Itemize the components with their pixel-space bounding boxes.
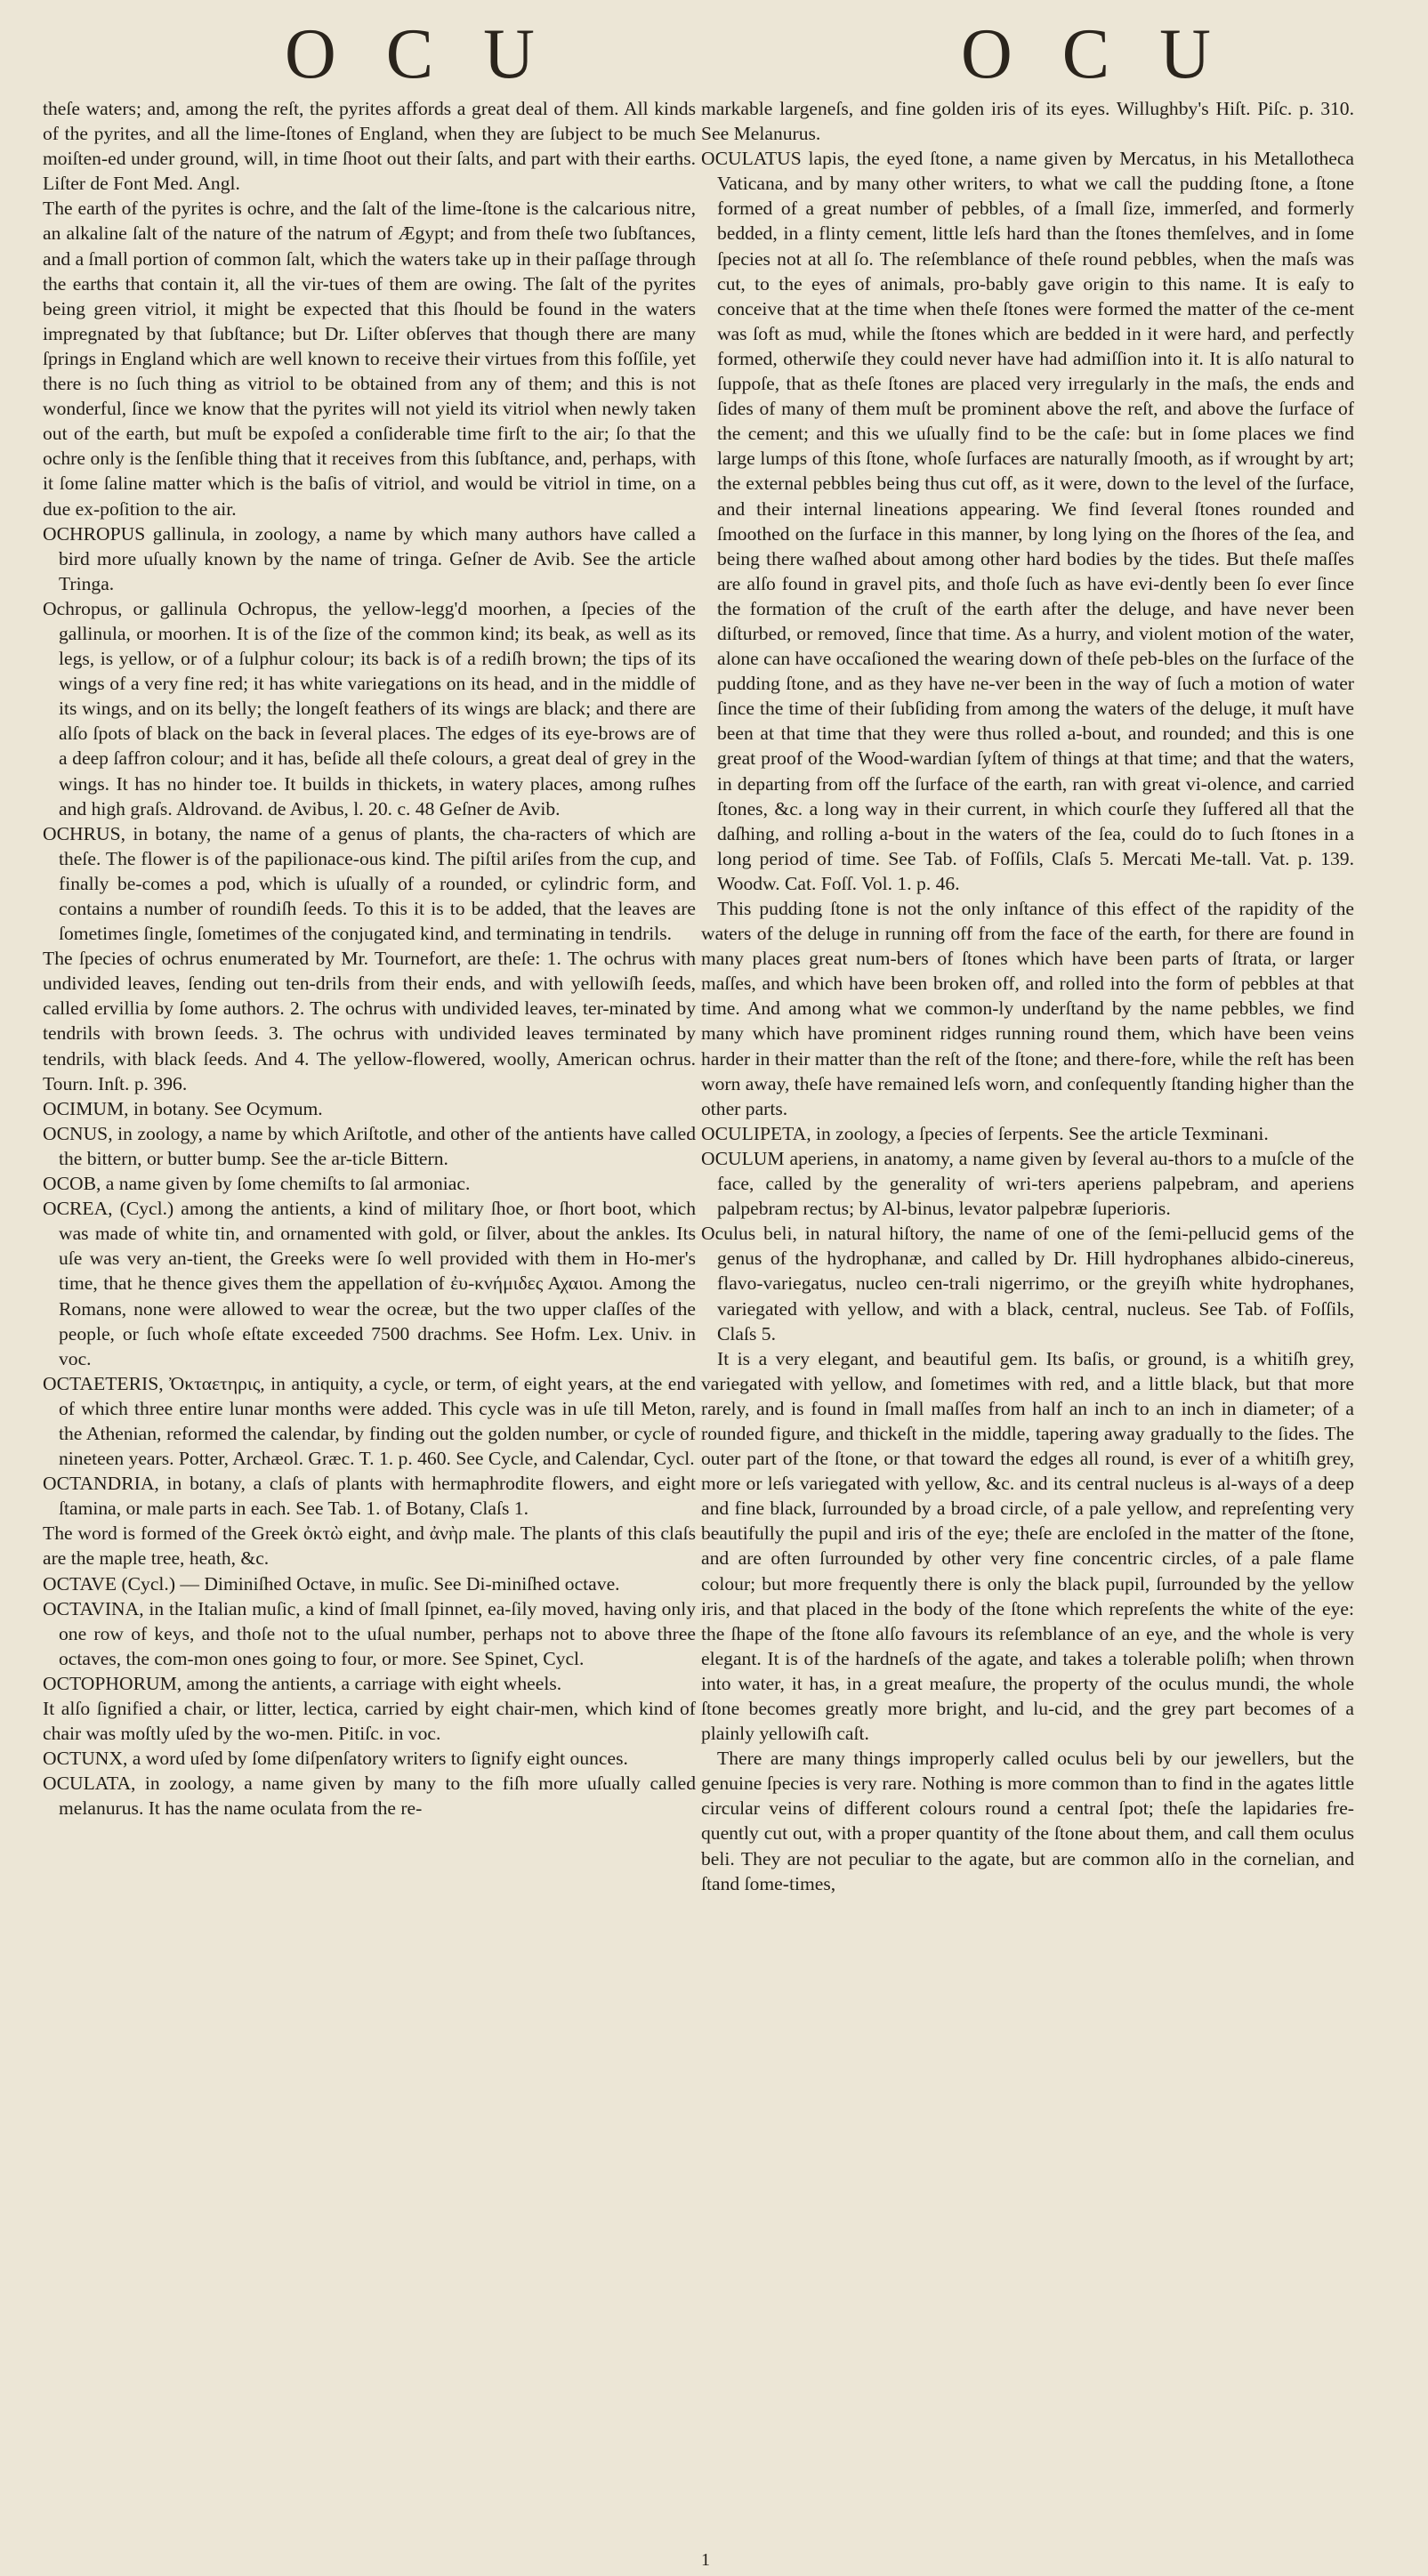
dictionary-entry: OCREA, (Cycl.) among the antients, a kind of military ſhoe, or ſhort boot, which was made of white tin, and ornamented with gold, or ſilver, about the ankles. Its uſe was very an-tient, the Greeks were ſo well provided with them in Ho-mer's time, that he thence gives them the appellation of ἐυ-κνήμιδες Αχαιοι. Among the Romans, none were allowed to wear the ocreæ, but the two upper claſſes of the people, or ſuch whoſe eſtate exceeded 7500 drachms. See Hofm. Lex. Univ. in voc. (43, 1198, 696, 1369)
folio-mark: 1 (701, 2550, 710, 2570)
dictionary-entry: OCHRUS, in botany, the name of a genus of plants, the cha-racters of which are theſe. The flower is of the papilionace-ous kind. The piſtil ariſes from the cup, and finally be-comes a pod, which is uſually of a rounded, or cylindric form, and contains a number of roundiſh ſeeds. To this it is to be added, that the leaves are ſometimes ſingle, ſometimes of the conjugated kind, and terminating in tendrils. (43, 822, 696, 945)
paragraph: There are many things improperly called oculus beli by our jewellers, but the genuine ſpecies is very rare. Nothing is more common than to find in the agates little circular veins of different colours round a central ſpot; theſe the lapidaries fre-quently cut out, with a proper quantity of the ſtone about them, and call them oculus beli. They are not peculiar to the agate, but are common alſo in the cornelian, and ſtand ſome-times, (701, 1748, 1354, 1894)
dictionary-entry: OCTAETERIS, Ὀκταετηρις, in antiquity, a cycle, or term, of eight years, at the end of which three entire lunar months were added. This cycle was in uſe till Meton, the Athenian, reformed the calendar, by finding out the golden number, or cycle of nineteen years. Potter, Archæol. Græc. T. 1. p. 460. See Cycle, and Calendar, Cycl. (43, 1372, 696, 1470)
dictionary-entry: Ochropus, or gallinula Ochropus, the yellow-legg'd moorhen, a ſpecies of the gallinula, or moorhen. It is of the ſize of the common kind; its beak, as well as its legs, is yellow, or of a ſulphur colour; its back is of a rediſh brown; the tips of its wings of a very fine red; it has white variegations on its head, and in the middle of its wings, and on its belly; the longeſt feathers of its wings are black; and there are alſo ſpots of black on the back in ſeveral places. The edges of its eye-brows are of a deep ſaffron colour; and it has, beſide all theſe colours, a great deal of grey in the wings. It has no hinder toe. It builds in thickets, in watery places, among ruſhes and high graſs. Aldrovand. de Avibus, l. 20. c. 48 Geſner de Avib. (43, 597, 696, 820)
paragraph: The ſpecies of ochrus enumerated by Mr. Tournefort, are theſe: 1. The ochrus with undivided leaves, ſending out ten-drils from their ends, and with yellowiſh ſeeds, called ervillia by ſome authors. 2. The ochrus with undivided leaves, ter-minated by tendrils with brown ſeeds. 3. The ochrus with undivided leaves terminated by tendrils, with black ſeeds. And 4. The yellow-flowered, woolly, American ochrus. Tourn. Inſt. p. 396. (43, 948, 696, 1094)
dictionary-entry: OCTUNX, a word uſed by ſome diſpenſatory writers to ſignify eight ounces. (43, 1748, 628, 1770)
dictionary-entry: OCNUS, in zoology, a name by which Ariſtotle, and other of the antients have called the bittern, or butter bump. See the ar-ticle Bittern. (43, 1122, 696, 1169)
dictionary-entry: OCULATUS lapis, the eyed ſtone, a name given by Mercatus, in his Metallotheca Vaticana, and by many other writers, to what we call the pudding ſtone, a ſtone formed of a great number of pebbles, of a ſmall ſize, immerſed, and formerly bedded, in a flinty cement, little leſs hard than the ſtones themſelves, and in ſome ſpecies not at all ſo. The reſemblance of theſe round pebbles, when the maſs was cut, to the eyes of animals, pro-bably gave origin to this name. It is eaſy to conceive that at the time when theſe ſtones were formed the matter of the ce-ment was ſoft as mud, while the ſtones which are bedded in it were hard, and perfectly formed, otherwiſe they could never have had admiſſion into it. It is alſo natural to ſuppoſe, that as theſe ſtones are placed very irregularly in the maſs, the ends and ſides of many of them muſt be prominent above the reſt, and above the ſurface of the cement; and this we uſually find to be the caſe: but in ſome places we find large lumps of this ſtone, whoſe ſurfaces are naturally ſmooth, as if wrought by art; the external pebbles being thus cut off, as it were, down to the level of the ſurface, and their internal lineations appearing. We find ſeveral ſtones rounded and ſmoothed on the ſurface in this manner, by long lying on the ſhores of the ſea, and being there waſhed about among other hard bodies by the tides. But theſe maſſes are alſo found in gravel pits, and thoſe ſuch as have evi-dently been ſo ever ſince the formation of the cruſt of the earth after the deluge, and have never been diſturbed, or removed, ſince that time. As a hurry, and violent motion of the water, alone can have occaſioned the wearing down of theſe peb-bles on the ſurface of the pudding ſtone, and as they have ne-ver been in the way of ſuch a motion of water ſince the time of their ſubſiding from among the waters of the deluge, it muſt have been at that time that they were thus rolled a-bout, and rounded; and this is one great proof of the Wood-wardian ſyſtem of things at that time; and that the waters, in departing from off the ſurface of the earth, ran with great vi-olence, and carried ſtones, &c. a long way in their current, in which courſe they ſuffered all that the daſhing, and rolling a-bout in the waters of the ſea, could do to ſuch ſtones in a long period of time. See Tab. of Foſſils, Claſs 5. Mercati Me-tall. Vat. p. 139. Woodw. Cat. Foſſ. Vol. 1. p. 46. (701, 148, 1354, 894)
paragraph: theſe waters; and, among the reſt, the pyrites affords a great deal of them. All kinds of the pyrites, and all the lime-ſtones of England, when they are ſubject to be much moiſten-ed under ground, will, in time ſhoot out their ſalts, and part with their earths. Liſter de Font Med. Angl. (43, 98, 696, 195)
dictionary-entry: OCTOPHORUM, among the antients, a carriage with eight wheels. (43, 1672, 562, 1694)
dictionary-entry: OCTAVE (Cycl.) — Diminiſhed Octave, in muſic. See Di-miniſhed octave. (43, 1572, 620, 1595)
dictionary-entry: OCIMUM, in botany. See Ocymum. (43, 1097, 323, 1119)
dictionary-entry: OCULUM aperiens, in anatomy, a name given by ſeveral au-thors to a muſcle of the face, called by the generality of wri-ters aperiens palpebram, and aperiens palpebram rectus; by Al-binus, levator palpebræ ſuperioris. (701, 1147, 1354, 1220)
running-head-right: O C U (961, 15, 1227, 93)
running-head-left: O C U (285, 15, 551, 93)
right-column (701, 96, 1354, 1896)
dictionary-entry: OCTANDRIA, in botany, a claſs of plants with hermaphrodite flowers, and eight ſtamina, or male parts in each. See Tab. 1. of Botany, Claſs 1. (43, 1473, 696, 1520)
left-column (43, 96, 696, 1821)
dictionary-entry: OCOB, a name given by ſome chemiſts to ſal armoniac. (43, 1173, 471, 1195)
paragraph: It is a very elegant, and beautiful gem. Its baſis, or ground, is a whitiſh grey, variegated with yellow, and ſometimes with red, and a little black, but that more rarely, and is found in ſmall maſſes from half an inch to an inch in diameter; of a rounded figure, and thickeſt in the middle, tapering away gradually to the ſides. The outer part of the ſtone, or that toward the edges all round, is ever of a whitiſh grey, more or leſs variegated with yellow, &c. and its central nucleus is al-ways of a deep and fine black, ſurrounded by a broad circle, of a pale yellow, and repreſenting very beautifully the pupil and iris of the eye; theſe are encloſed in the matter of the ſtone, and are often ſurrounded by other very fine concentric circles, of a pale flame colour; but more frequently there is only the black pupil, ſurrounded by the yellow iris, and that placed in the body of the ſtone which repreſents the white of the eye: the ſhape of the ſtone alſo favours its reſemblance of an eye, and the whole is very elegant. It is of the hardneſs of the agate, and takes a tolerable poliſh; when thrown into water, it has, in a great meaſure, the property of the oculus mundi, the whole ſtone becomes greatly more bright, and lu-cid, and the grey part becomes of a plainly yellowiſh caſt. (701, 1347, 1354, 1745)
paragraph: markable largeneſs, and fine golden iris of its eyes. Willughby's Hiſt. Piſc. p. 310. See Melanurus. (701, 98, 1354, 145)
paragraph: The earth of the pyrites is ochre, and the ſalt of the lime-ſtone is the calcarious nitre, an alkaline ſalt of the nature of the natrum of Ægypt; and from theſe two ſubſtances, and a ſmall portion of common ſalt, which the waters take up in their paſſage through the earths that contain it, all the vir-tues of them are owing. The ſalt of the pyrites being green vitriol, it might be expected that this ſhould be found in the waters impregnated by that ſubſtance; but Dr. Liſter obſerves that though there are many ſprings in England which are well known to receive their virtues from this foſſile, yet there is no ſuch thing as vitriol to be obtained from any of them; and this is not wonderful, ſince we know that the pyrites will not yield its vitriol when newly taken out of the earth, but muſt be expoſed a conſiderable time firſt to the air; ſo that the ochre only is the ſenſible thing that it receives from this ſubſtance, and, perhaps, with it ſome ſaline matter which is the baſis of vitriol, and would be vitriol in time, on a due ex-poſition to the air. (43, 198, 696, 520)
dictionary-entry: OCHROPUS gallinula, in zoology, a name by which many authors have called a bird more uſually known by the name of tringa. Geſner de Avib. See the article Tringa. (43, 522, 696, 594)
paragraph: This pudding ſtone is not the only inſtance of this effect of the rapidity of the waters of the deluge in running off from the face of the earth, for there are found in many places great num-bers of ſtones which have been parts of ſtrata, or larger maſſes, and which have been broken off, and rolled into the form of pebbles at that time. And among what we common-ly underſtand by the name pebbles, we find many which have prominent ridges running round them, which have been veins harder in their matter than the reſt of the ſtone; and there-fore, while the reſt has been worn away, theſe have remained leſs worn, and conſequently ſtanding higher than the other parts. (701, 898, 1354, 1119)
dictionary-entry: OCULIPETA, in zoology, a ſpecies of ſerpents. See the article Texminani. (701, 1122, 1269, 1144)
dictionary-entry: OCTAVINA, in the Italian muſic, a kind of ſmall ſpinnet, ea-ſily moved, having only one row of keys, and thoſe not to the uſual number, perhaps not to above three octaves, the com-mon ones going to four, or more. See Spinet, Cycl. (43, 1597, 696, 1669)
paragraph: It alſo ſignified a chair, or litter, lectica, carried by eight chair-men, which kind of chair was moſtly uſed by the wo-men. Pitiſc. in voc. (43, 1698, 696, 1745)
dictionary-entry: OCULATA, in zoology, a name given by many to the fiſh more uſually called melanurus. It has the name oculata from the re- (43, 1773, 696, 1820)
paragraph: The word is formed of the Greek ὀκτὼ eight, and ἀνὴρ male. The plants of this claſs are the maple tree, heath, &c. (43, 1522, 696, 1570)
dictionary-entry: Oculus beli, in natural hiſtory, the name of one of the ſemi-pellucid gems of the genus of the hydrophanæ, and called by Dr. Hill hydrophanes albido-cinereus, flavo-variegatus, nucleo cen-trali nigerrimo, or the greyiſh white hydrophanes, variegated with yellow, and with a black, central, nucleus. See Tab. of Foſſils, Claſs 5. (701, 1223, 1354, 1345)
